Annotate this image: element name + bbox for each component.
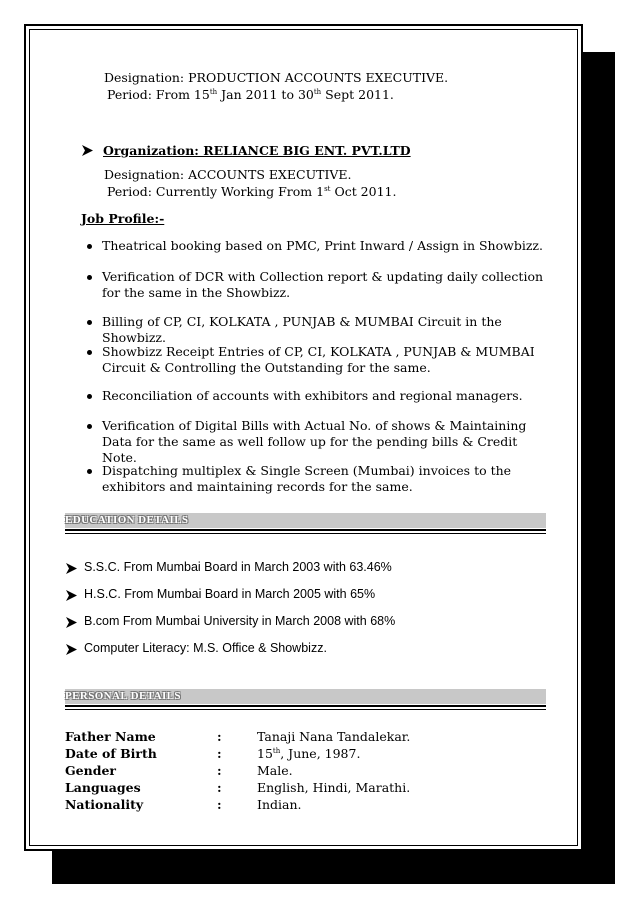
bullet-icon [87,320,92,325]
arrow-bullet-icon [66,563,77,574]
separator: : [217,746,222,761]
bullet-icon [87,244,92,249]
job-profile-item: Showbizz Receipt Entries of CP, CI, KOLKATA , PUNJAB & MUMBAI Circuit & Controlling the Outstanding for the same. [102,344,535,375]
prev-period: Period: From 15th Jan 2011 to 30th Sept 2011. [107,87,394,102]
bullet-icon [87,394,92,399]
job-profile-item: Billing of CP, CI, KOLKATA , PUNJAB & MUMBAI Circuit in the Showbizz. [102,314,502,345]
personal-label: Languages [65,780,141,795]
separator: : [217,797,222,812]
bullet-icon [87,350,92,355]
job-profile-item: Theatrical booking based on PMC, Print Inward / Assign in Showbizz. [102,238,543,253]
personal-value: Male. [257,763,293,778]
bullet-icon [87,275,92,280]
personal-label: Nationality [65,797,144,812]
bullet-icon [87,424,92,429]
divider [65,533,546,534]
personal-label: Gender [65,763,116,778]
designation: Designation: ACCOUNTS EXECUTIVE. [104,167,352,182]
education-heading: EDUCATION DETAILS [65,514,189,526]
job-profile-item: Verification of DCR with Collection report & updating daily collection for the same in the Showbizz. [102,269,544,300]
prev-designation: Designation: PRODUCTION ACCOUNTS EXECUTIVE. [104,70,449,85]
separator: : [217,780,222,795]
period: Period: Currently Working From 1st Oct 2011. [107,184,397,199]
personal-value: Tanaji Nana Tandalekar. [257,729,411,744]
personal-label: Father Name [65,729,156,744]
personal-label: Date of Birth [65,746,157,761]
personal-value: Indian. [257,797,302,812]
bullet-icon [87,469,92,474]
separator: : [217,729,222,744]
education-item: S.S.C. From Mumbai Board in March 2003 with 63.46% [84,560,392,574]
separator: : [217,763,222,778]
job-profile-item: Verification of Digital Bills with Actual No. of shows & Maintaining Data for the same as well follow up for the pending bills & Credit Note. [102,418,527,465]
arrow-bullet-icon [82,145,93,156]
arrow-bullet-icon [66,617,77,628]
education-item: B.com From Mumbai University in March 2008 with 68% [84,614,396,628]
personal-section-header [65,689,546,704]
arrow-bullet-icon [66,590,77,601]
job-profile-heading: Job Profile:- [81,211,165,226]
personal-value: English, Hindi, Marathi. [257,780,411,795]
education-section-header [65,513,546,528]
divider [65,709,546,710]
divider [65,705,546,707]
personal-value: 15th, June, 1987. [257,746,361,761]
divider [65,529,546,531]
organization-name: Organization: RELIANCE BIG ENT. PVT.LTD [103,143,411,158]
education-item: H.S.C. From Mumbai Board in March 2005 with 65% [84,587,376,601]
personal-heading: PERSONAL DETAILS [65,690,181,702]
education-item: Computer Literacy: M.S. Office & Showbizz. [84,641,327,655]
job-profile-item: Reconciliation of accounts with exhibitors and regional managers. [102,388,523,403]
job-profile-item: Dispatching multiplex & Single Screen (Mumbai) invoices to the exhibitors and maintaining records for the same. [102,463,512,494]
arrow-bullet-icon [66,644,77,655]
